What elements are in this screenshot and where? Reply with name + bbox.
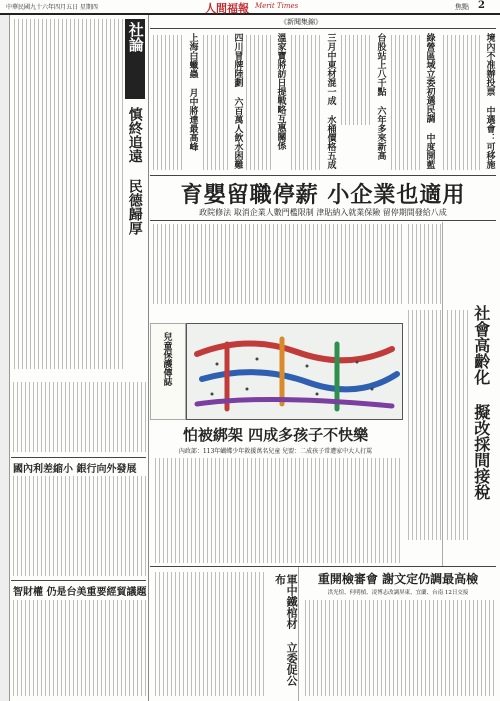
side-story — [444, 305, 496, 545]
editorial-label: 社論 — [126, 22, 145, 52]
photo-caption-box — [150, 323, 186, 420]
digest-item-7: 上海白蠟蟲 月中將達最高峰 — [187, 33, 198, 151]
audit-headline: 重開檢審會 謝文定仍調最高檢 — [317, 572, 479, 586]
digest-item-4: 三月中東材混一成 水桶價格五成 — [325, 33, 336, 169]
interest-headline: 國內利差縮小 銀行向外發展 — [13, 464, 137, 475]
news-digest — [150, 15, 496, 175]
military-story — [268, 572, 299, 696]
military-headline: 軍中鐵棺材 立委促公布 — [273, 574, 299, 686]
editorial-label-box — [125, 19, 145, 99]
photo-subhead: 內政部：113年蝴蝶少年救援萬名兒童 兒盟：二成孩子常遭家中大人打罵 — [178, 448, 373, 455]
children-photo — [186, 323, 403, 420]
page-header — [0, 0, 500, 15]
masthead-english: Merit Times — [255, 2, 299, 10]
digest-item-6: 四川冒牌陸劃 六百萬人飲水困難 — [232, 33, 243, 169]
editorial-column — [11, 15, 146, 375]
page-number: 2 — [478, 0, 485, 11]
digest-label: 《新聞集錦》 — [280, 18, 322, 26]
left-edge-strip — [0, 15, 10, 701]
side-story-headline: 社會高齡化 擬改採間接稅 — [471, 305, 491, 500]
photo-caption: 兒童保護傳誌 — [161, 332, 172, 386]
photo-crowd-image — [187, 324, 402, 419]
digest-item-5: 溫家寶將訪日提戰略互惠關係 — [275, 33, 286, 150]
photo-headline: 怕被綁架 四成多孩子不快樂 — [182, 426, 369, 444]
ip-headline: 智財權 仍是台美重要經貿議題 — [13, 587, 147, 598]
audit-subhead: 洪光煊、何明楨、凌博志改調屏東、宜蘭、台南 12日交接 — [327, 590, 469, 596]
digest-item-1: 境內不准辦投票 中選會：可移施 — [484, 33, 495, 169]
main-headline: 育嬰留職停薪 小企業也適用 — [180, 182, 466, 208]
main-subhead: 政院修法 取消企業人數門檻限制 津貼納入就業保險 留停期間發給八成 — [199, 208, 447, 217]
section-name: 焦點 — [455, 3, 469, 11]
digest-item-2: 綠營區域立委初選民調 中度開藍 — [424, 33, 435, 169]
masthead-logo: 人間福報 — [205, 2, 249, 15]
editorial-title: 慎終追遠 民德歸厚 — [126, 107, 143, 235]
issue-date: 中華民國九十六年四月五日 星期四 — [6, 4, 98, 11]
digest-item-3: 台股站上八千點 六年多來新高 — [375, 33, 386, 160]
